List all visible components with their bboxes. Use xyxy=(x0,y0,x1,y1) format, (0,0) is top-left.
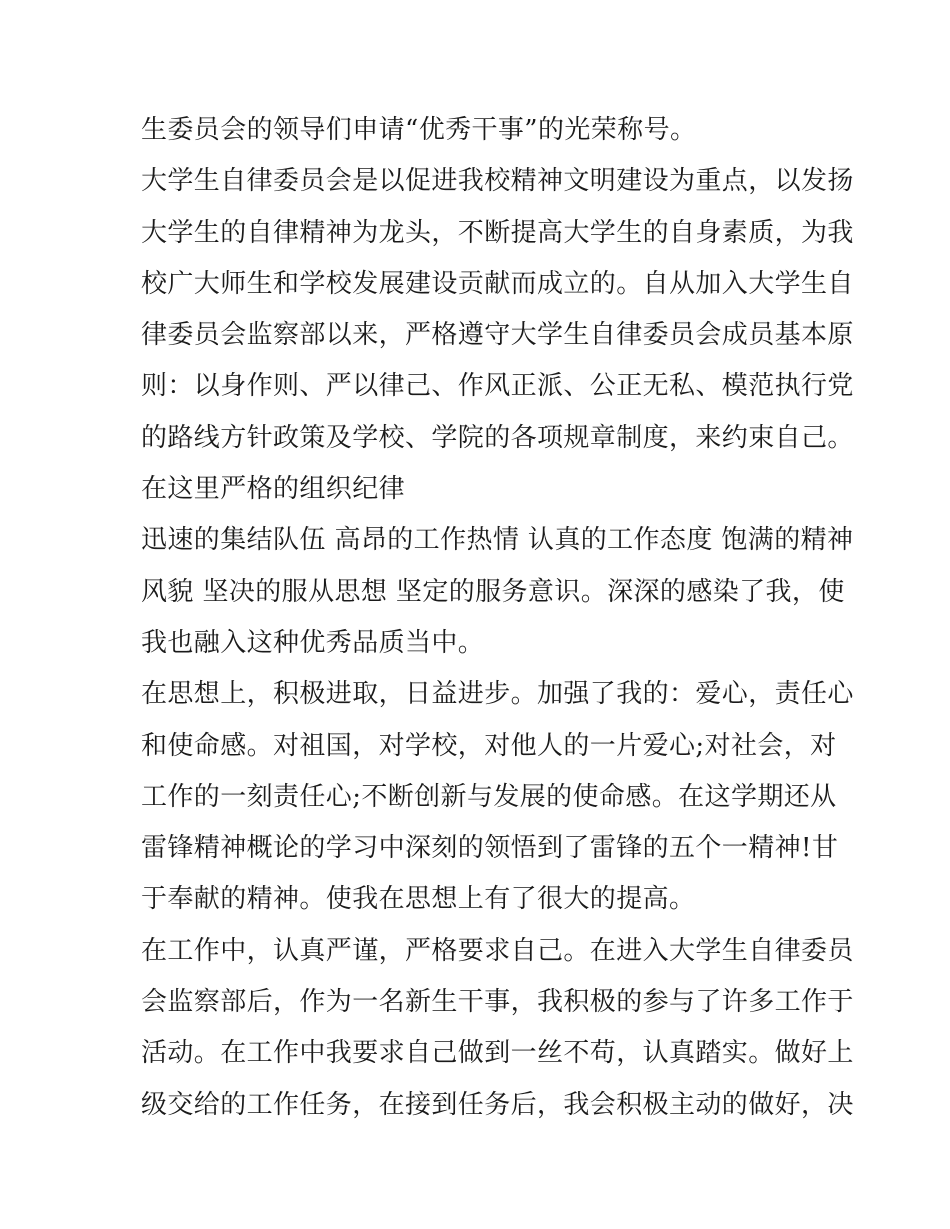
text-line: 雷锋精神概论的学习中深刻的领悟到了雷锋的五个一精神!甘 xyxy=(141,833,839,864)
text-line: 校广大师生和学校发展建设贡献而成立的。自从加入大学生自 xyxy=(141,268,854,299)
text-line: 风貌 坚决的服从思想 坚定的服务意识。深深的感染了我，使 xyxy=(141,576,845,607)
text-line: 迅速的集结队伍 高昂的工作热情 认真的工作态度 饱满的精神 xyxy=(141,525,854,556)
text-line: 在工作中，认真严谨，严格要求自己。在进入大学生自律委员 xyxy=(141,935,854,966)
text-line: 在这里严格的组织纪律 xyxy=(141,474,406,505)
text-line: 大学生的自律精神为龙头，不断提高大学生的自身素质，为我 xyxy=(141,217,854,248)
text-line: 会监察部后，作为一名新生干事，我积极的参与了许多工作于 xyxy=(141,987,854,1018)
text-line: 级交给的工作任务，在接到任务后，我会积极主动的做好，决 xyxy=(141,1089,854,1120)
text-line: 我也融入这种优秀品质当中。 xyxy=(141,627,485,658)
text-line: 活动。在工作中我要求自己做到一丝不苟，认真踏实。做好上 xyxy=(141,1038,854,1069)
text-line: 律委员会监察部以来，严格遵守大学生自律委员会成员基本原 xyxy=(141,320,854,351)
text-line: 工作的一刻责任心;不断创新与发展的使命感。在这学期还从 xyxy=(141,781,837,812)
document-body xyxy=(141,105,854,1131)
text-line: 和使命感。对祖国，对学校，对他人的一片爱心;对社会，对 xyxy=(141,730,837,761)
text-line: 生委员会的领导们申请“优秀干事”的光荣称号。 xyxy=(141,115,697,145)
text-line: 的路线方针政策及学校、学院的各项规章制度，来约束自己。 xyxy=(141,422,854,453)
text-line: 于奉献的精神。使我在思想上有了很大的提高。 xyxy=(141,884,696,915)
text-line: 则：以身作则、严以律己、作风正派、公正无私、模范执行党 xyxy=(141,371,854,402)
text-line: 大学生自律委员会是以促进我校精神文明建设为重点，以发扬 xyxy=(141,166,854,197)
text-line: 在思想上，积极进取，日益进步。加强了我的：爱心，责任心 xyxy=(141,679,854,710)
